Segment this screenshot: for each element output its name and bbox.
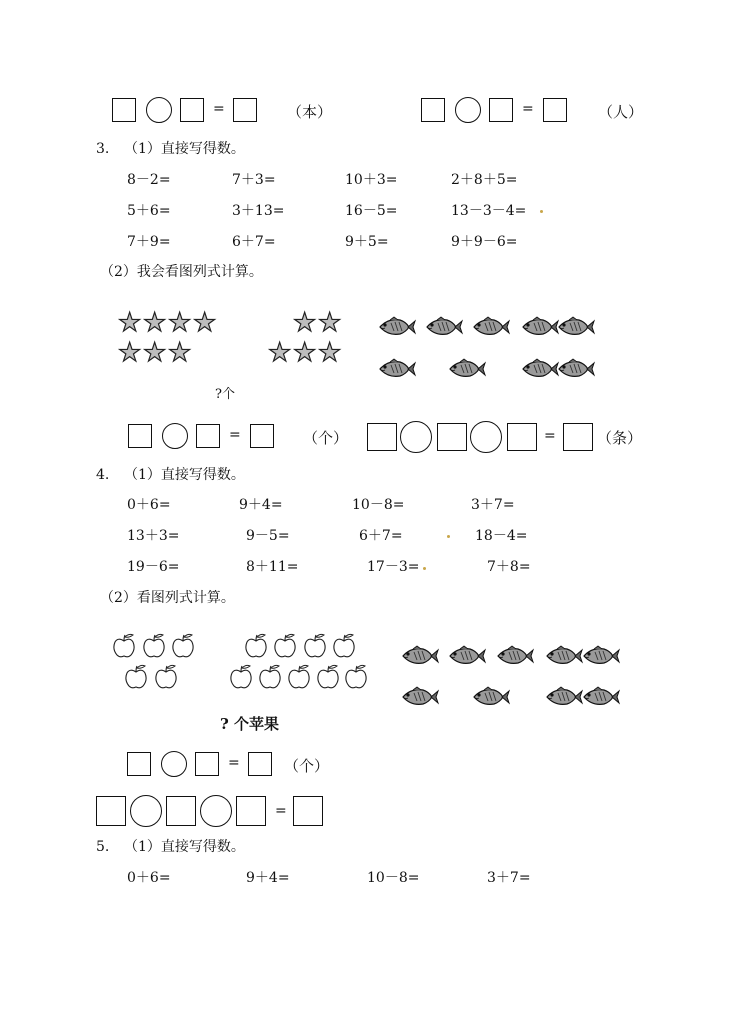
ink-dot [423,567,426,570]
apple-icon [332,633,356,659]
star-icon: ★ [118,338,142,368]
operator-circle[interactable] [470,421,502,453]
answer-box[interactable] [367,423,397,451]
arithmetic-item: 10－8= [367,870,420,886]
fish-icon [521,316,559,338]
section-heading: （2）我会看图列式计算。 [100,264,263,280]
fish-icon [582,686,620,708]
arithmetic-item: 9－5= [246,528,290,544]
equals-sign: = [544,428,556,444]
fish-icon [448,358,486,380]
answer-box[interactable] [166,796,196,826]
section-heading: （1）直接写得数。 [124,467,245,483]
question-number: 3. [96,141,110,157]
apple-icon [258,664,282,690]
apple-icon [273,633,297,659]
arithmetic-item: 3＋7= [487,870,531,886]
equals-sign: = [229,427,241,443]
operator-circle[interactable] [130,795,162,827]
answer-box[interactable] [248,752,272,776]
figure-caption: ? 个苹果 [220,715,280,733]
arithmetic-item: 0＋6= [127,870,171,886]
operator-circle[interactable] [162,423,188,449]
equals-sign: = [275,803,287,819]
answer-box[interactable] [421,98,445,122]
fish-icon [401,645,439,667]
fish-icon [378,316,416,338]
fish-icon [545,645,583,667]
operator-circle[interactable] [200,795,232,827]
answer-box[interactable] [437,423,467,451]
arithmetic-item: 9＋5= [345,234,389,250]
operator-circle[interactable] [455,97,481,123]
answer-box[interactable] [195,752,219,776]
answer-box[interactable] [112,98,136,122]
arithmetic-item: 10＋3= [345,172,398,188]
fish-icon [545,686,583,708]
fish-icon [472,316,510,338]
apple-icon [244,633,268,659]
apple-icon [344,664,368,690]
unit-label: （个） [284,757,330,775]
star-icon: ★ [193,308,217,338]
answer-box[interactable] [293,796,323,826]
star-icon: ★ [293,338,317,368]
arithmetic-item: 7＋9= [127,234,171,250]
unit-label: （条） [597,429,643,447]
apple-icon [229,664,253,690]
fish-icon [472,686,510,708]
arithmetic-item: 3＋7= [471,497,515,513]
star-icon: ★ [293,308,317,338]
answer-box[interactable] [543,98,567,122]
apple-icon [142,633,166,659]
fish-icon [582,645,620,667]
fish-icon [496,645,534,667]
fish-icon [557,316,595,338]
apple-icon [124,664,148,690]
operator-circle[interactable] [146,97,172,123]
answer-box[interactable] [250,424,274,448]
fish-icon [378,358,416,380]
arithmetic-item: 13－3－4= [451,203,527,219]
fish-icon [401,686,439,708]
question-number: 5. [96,839,110,855]
arithmetic-item: 9＋4= [246,870,290,886]
answer-box[interactable] [507,423,537,451]
arithmetic-item: 18－4= [475,528,528,544]
apple-icon [171,633,195,659]
star-icon: ★ [318,338,342,368]
arithmetic-item: 3＋13= [232,203,285,219]
arithmetic-item: 0＋6= [127,497,171,513]
arithmetic-item: 6＋7= [359,528,403,544]
star-icon: ★ [268,338,292,368]
star-icon: ★ [118,308,142,338]
arithmetic-item: 16－5= [345,203,398,219]
fish-icon [557,358,595,380]
answer-box[interactable] [128,424,152,448]
star-icon: ★ [143,308,167,338]
arithmetic-item: 5＋6= [127,203,171,219]
operator-circle[interactable] [161,751,187,777]
section-heading: （1）直接写得数。 [124,839,245,855]
star-icon: ★ [143,338,167,368]
arithmetic-item: 9＋9－6= [451,234,518,250]
arithmetic-item: 19－6= [127,559,180,575]
arithmetic-item: 8－2= [127,172,171,188]
equals-sign: = [213,101,225,117]
arithmetic-item: 8＋11= [246,559,299,575]
apple-icon [287,664,311,690]
unit-label: （个） [303,429,349,447]
answer-box[interactable] [180,98,204,122]
arithmetic-item: 17－3= [367,559,420,575]
answer-box[interactable] [233,98,257,122]
apple-icon [303,633,327,659]
section-heading: （2）看图列式计算。 [100,590,235,606]
fish-icon [521,358,559,380]
arithmetic-item: 6＋7= [232,234,276,250]
answer-box[interactable] [563,423,593,451]
apple-icon [316,664,340,690]
section-heading: （1）直接写得数。 [124,141,245,157]
arithmetic-item: 9＋4= [239,497,283,513]
arithmetic-item: 7＋8= [487,559,531,575]
apple-icon [112,633,136,659]
answer-box[interactable] [127,752,151,776]
ink-dot [540,210,543,213]
arithmetic-item: 7＋3= [232,172,276,188]
answer-box[interactable] [196,424,220,448]
unit-label: （人） [598,103,644,121]
operator-circle[interactable] [400,421,432,453]
question-number: 4. [96,467,110,483]
fish-icon [425,316,463,338]
fish-icon [448,645,486,667]
star-icon: ★ [168,338,192,368]
equals-sign: = [522,101,534,117]
star-icon: ★ [168,308,192,338]
answer-box[interactable] [489,98,513,122]
figure-caption: ?个 [215,387,235,402]
answer-box[interactable] [96,796,126,826]
star-icon: ★ [318,308,342,338]
arithmetic-item: 13＋3= [127,528,180,544]
arithmetic-item: 10－8= [352,497,405,513]
answer-box[interactable] [236,796,266,826]
arithmetic-item: 2＋8＋5= [451,172,518,188]
equals-sign: = [228,755,240,771]
unit-label: （本） [287,103,333,121]
apple-icon [154,664,178,690]
ink-dot [447,535,450,538]
